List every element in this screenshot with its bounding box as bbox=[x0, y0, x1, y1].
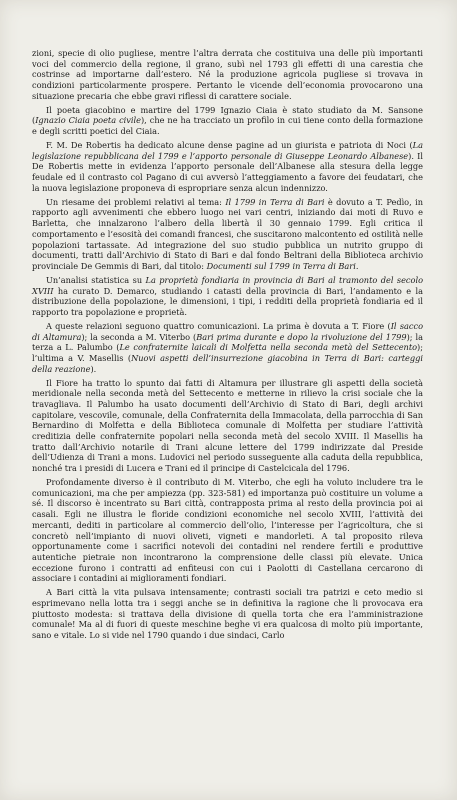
italic-title-segment: Bari prima durante e dopo la rivoluzione del 1799 bbox=[196, 331, 407, 342]
paragraph-4 bbox=[32, 197, 423, 272]
text-segment: Il Fiore ha tratto lo spunto dai fatti di Altamura per illustrare gli aspetti della società meridionale nella seconda metà del Settecento e metterne in rilievo la crisi sociale che la travagliava. Il Palumbo ha usato documenti dell’Archivio di Stato di Bari, degli archivi capitolare, vescovile, comunale, della Confraternita della Immacolata, della parrocchia di San Bernardino di Molfetta e della Biblioteca comunale di Molfetta per studiare l’attività creditizia delle confraternite popolari nella seconda metà del secolo XVIII. Il Masellis ha tratto dall’Archivio notarile di Trani alcune lettere del 1799 indirizzate dal Preside dell’Udienza di Trani a mons. Ludovici nel periodo susseguente alla caduta della repubblica, nonché tra i presidi di Lucera e Trani ed il principe di Castelcicala del 1796. bbox=[32, 377, 423, 474]
text-segment: zioni, specie di olio pugliese, mentre l’altra derrata che costituiva una delle più importanti voci del commercio della regione, il grano, subì nel 1793 gli effetti di una carestia che costrinse ad importarne dall’estero. Né la produzione agricola pugliese si trovava in condizioni particolarmente prospere. Pertanto le vicende dell’economia provocarono una situazione precaria che ebbe gravi riflessi di carattere sociale. bbox=[32, 48, 423, 101]
text-segment: Il poeta giacobino e martire del 1799 Ignazio Ciaia è stato studiato da M. Sansone ( bbox=[32, 104, 423, 126]
paragraph-1 bbox=[32, 48, 423, 102]
paragraph-2 bbox=[32, 105, 423, 137]
paragraph-9 bbox=[32, 587, 423, 641]
text-segment: ); la seconda a M. Viterbo ( bbox=[81, 331, 197, 342]
text-segment: ). Il De Robertis mette in evidenza l’apporto personale dell’Albanese alla stesura della legge feudale ed il contrasto col Pagano di cui avversò l’atteggiamento a favore dei feudatari, che la nuova legislazione proponeva di espropriare senza alcun indennizzo. bbox=[32, 150, 423, 193]
italic-title-segment: Le confraternite laicali di Molfetta nella seconda metà del Settecento bbox=[119, 342, 418, 353]
italic-title-segment: Ignazio Ciaia poeta civile bbox=[35, 115, 141, 126]
paragraph-7 bbox=[32, 378, 423, 474]
paragraph-8 bbox=[32, 477, 423, 584]
text-segment: Profondamente diverso è il contributo di M. Viterbo, che egli ha voluto includere tra le comunicazioni, ma che per ampiezza (pp. 323-581) ed importanza può costituire un volume a sé. Il discorso è incentrato su Bari città, contrapposta prima al resto della provincia poi ai casali. Egli ne illustra le floride condizioni economiche nel secolo XVIII, l’attività dei mercanti, dediti in particolare al commercio dell’olio, l’interesse per l’agricoltura, che si concretò nell’impianto di nuovi oliveti, vigneti e mandorleti. A tal proposito rileva opportunamente come i sacrifici notevoli dei contadini nel rendere fertili e produttive autentiche pietraie non incontrarono la comprensione delle classi più elevate. Unica eccezione furono i contratti ad enfiteusi con cui i Paolotti di Castellana cercarono di associare i contadini ai miglioramenti fondiari. bbox=[32, 477, 423, 584]
italic-title-segment: La legislazione repubblicana del 1799 e l’apporto personale di Giuseppe Leonardo Albanese bbox=[32, 140, 423, 161]
text-segment: A queste relazioni seguono quattro comunicazioni. La prima è dovuta a T. Fiore ( bbox=[46, 320, 391, 331]
text-segment: Un’analisi statistica su bbox=[46, 274, 146, 285]
paragraph-6 bbox=[32, 321, 423, 375]
paragraph-5 bbox=[32, 275, 423, 318]
text-segment: ha curato D. Demarco, studiando i catasti della provincia di Bari, l’andamento e la distribuzione della popolazione, le dimensioni, i tipi, i redditi della proprietà fondiaria ed il rapporto tra popolazione e proprietà. bbox=[32, 285, 423, 317]
italic-title-segment: Il sacco di Altamura bbox=[32, 320, 423, 342]
text-segment: ); la terza a L. Palumbo ( bbox=[32, 331, 424, 353]
text-segment: A Bari città la vita pulsava intensamente; contrasti sociali tra patrizi e ceto medio si esprimevano nella lotta tra i seggi anche se in definitiva la ragione che li provocava era piuttosto modesta: si trattava della divisione di quella torta che era l’amministrazione comunale! Ma al di fuori di queste meschine beghe vi era qualcosa di molto più importante, sano e vitale. Lo si vide nel 1790 quando i due sindaci, Carlo bbox=[32, 587, 423, 641]
text-segment: ). bbox=[90, 363, 97, 374]
italic-title-segment: Documenti sul 1799 in Terra di Bari bbox=[206, 260, 356, 271]
text-segment: . bbox=[355, 260, 359, 271]
italic-title-segment: Il 1799 in Terra di Bari bbox=[225, 196, 325, 207]
text-segment: ), che ne ha tracciato un profilo in cui tiene conto della formazione e degli scritti poetici del Ciaia. bbox=[32, 115, 423, 137]
italic-title-segment: Nuovi aspetti dell’insurrezione giacobina in Terra di Bari: carteggi della reazione bbox=[32, 352, 424, 374]
text-segment: è dovuto a T. Pedìo, in rapporto agli avvenimenti che ebbero luogo nei vari centri, iniziando dai moti di Ruvo e Barletta, che innalzarono l’albero della libertà il 30 gennaio 1799. Egli critica il comportamento e l’esosità dei comandi francesi, che suscitarono malcontento ed ostilità nelle popolazioni tartassate. Ad integrazione del suo studio pubblica un nutrito gruppo di documenti, tratti dall’Archivio di Stato di Bari e dal fondo Beltrani della Biblioteca archivio provinciale De Gemmis di Bari, dal titolo: bbox=[32, 196, 423, 271]
text-segment: Un riesame dei problemi relativi al tema: bbox=[46, 196, 226, 207]
italic-title-segment: La proprietà fondiaria in provincia di Bari al tramonto del secolo XVIII bbox=[32, 274, 423, 296]
paragraph-3 bbox=[32, 140, 423, 194]
body-text bbox=[32, 48, 423, 641]
text-segment: F. M. De Robertis ha dedicato alcune dense pagine ad un giurista e patriota di Noci ( bbox=[46, 140, 413, 150]
text-segment: ); l’ultima a V. Masellis ( bbox=[32, 342, 423, 363]
